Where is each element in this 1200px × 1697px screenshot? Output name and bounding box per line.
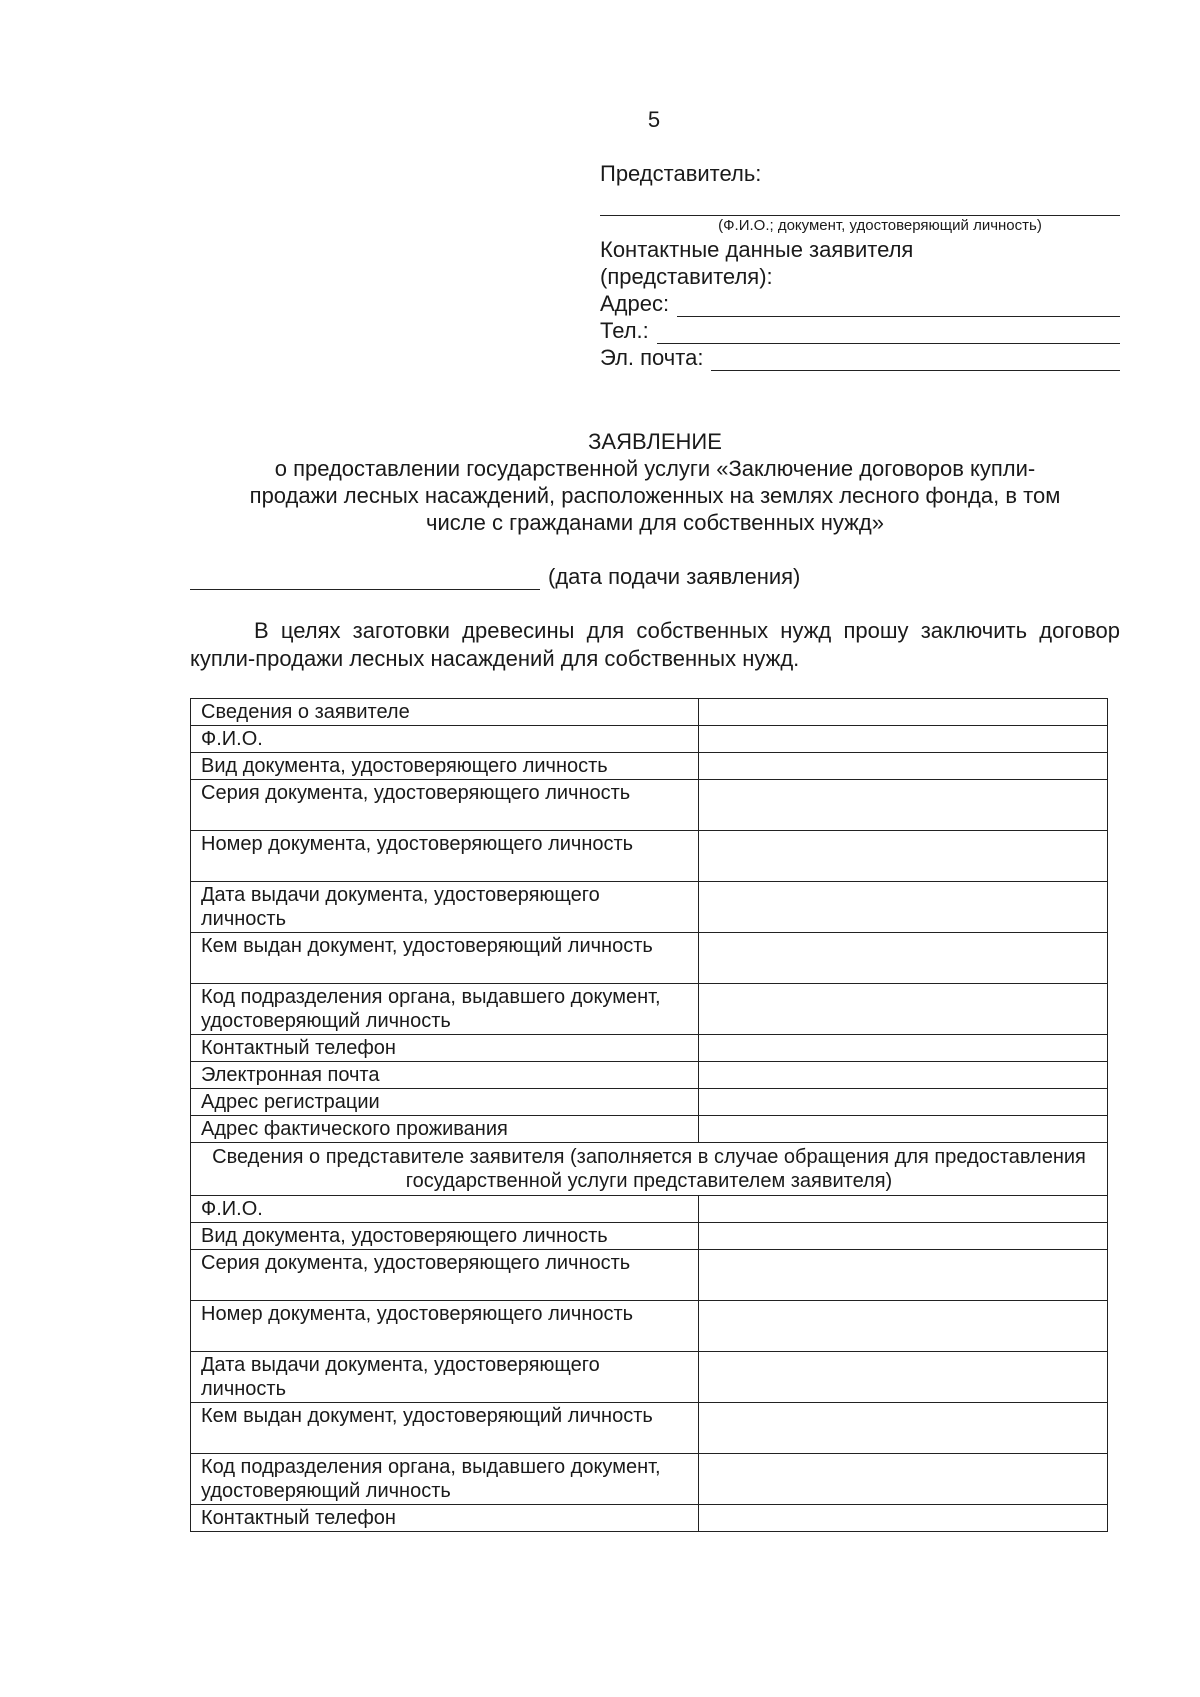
applicant-form-table <box>190 698 1108 1532</box>
representative-block <box>600 160 1120 371</box>
table-cell-label: Код подразделения органа, выдавшего документ, удостоверяющий личность <box>191 984 699 1035</box>
table-cell-label: Ф.И.О. <box>191 1196 699 1223</box>
table-cell-label: Электронная почта <box>191 1062 699 1089</box>
phone-label: Тел.: <box>600 318 649 343</box>
table-row <box>191 753 1108 780</box>
table-cell-value[interactable] <box>698 933 1107 984</box>
table-cell-value[interactable] <box>698 1196 1107 1223</box>
table-cell-value[interactable] <box>698 831 1107 882</box>
address-blank[interactable] <box>677 296 1120 317</box>
table-row <box>191 933 1108 984</box>
table-cell-label: Кем выдан документ, удостоверяющий личность <box>191 933 699 984</box>
table-cell-label: Адрес фактического проживания <box>191 1116 699 1143</box>
table-row <box>191 1352 1108 1403</box>
table-row <box>191 1035 1108 1062</box>
table-cell-label: Вид документа, удостоверяющего личность <box>191 1223 699 1250</box>
date-caption: (дата подачи заявления) <box>548 564 801 589</box>
table-row <box>191 831 1108 882</box>
table-row <box>191 1196 1108 1223</box>
table-cell-label: Дата выдачи документа, удостоверяющего личность <box>191 882 699 933</box>
table-cell-value[interactable] <box>698 753 1107 780</box>
email-label: Эл. почта: <box>600 345 704 370</box>
table-row <box>191 1062 1108 1089</box>
table-row <box>191 1223 1108 1250</box>
table-cell-value[interactable] <box>698 1301 1107 1352</box>
table-cell-value[interactable] <box>698 726 1107 753</box>
table-row <box>191 882 1108 933</box>
representative-blank-line[interactable] <box>600 189 1120 216</box>
heading-line-2: продажи лесных насаждений, расположенных на землях лесного фонда, в том <box>249 483 1061 508</box>
table-row <box>191 1505 1108 1532</box>
table-cell-value[interactable] <box>698 1089 1107 1116</box>
table-cell-value[interactable] <box>698 1116 1107 1143</box>
table-cell-label: Серия документа, удостоверяющего личность <box>191 780 699 831</box>
table-cell-value[interactable] <box>698 1505 1107 1532</box>
table-cell-label: Ф.И.О. <box>191 726 699 753</box>
table-cell-label: Дата выдачи документа, удостоверяющего личность <box>191 1352 699 1403</box>
table-row <box>191 780 1108 831</box>
table-row <box>191 1454 1108 1505</box>
email-blank[interactable] <box>711 350 1120 371</box>
table-row <box>191 726 1108 753</box>
address-label: Адрес: <box>600 291 670 316</box>
table-cell-label: Номер документа, удостоверяющего личность <box>191 831 699 882</box>
table-cell-label: Сведения о заявителе <box>191 699 699 726</box>
phone-blank[interactable] <box>657 323 1120 344</box>
table-row <box>191 1089 1108 1116</box>
table-cell-value[interactable] <box>698 780 1107 831</box>
address-row <box>600 290 1120 317</box>
table-cell-label: Код подразделения органа, выдавшего документ, удостоверяющий личность <box>191 1454 699 1505</box>
page-number: 5 <box>647 107 661 132</box>
table-cell-value[interactable] <box>698 1454 1107 1505</box>
representative-caption: (Ф.И.О.; документ, удостоверяющий личность) <box>718 217 1042 234</box>
table-row <box>191 1301 1108 1352</box>
heading-line-3: числе с гражданами для собственных нужд» <box>426 510 884 535</box>
table-row <box>191 1250 1108 1301</box>
table-cell-label: Адрес регистрации <box>191 1089 699 1116</box>
table-cell-label: Контактный телефон <box>191 1505 699 1532</box>
table-cell-value[interactable] <box>698 1352 1107 1403</box>
representative-label: Представитель: <box>600 161 762 186</box>
phone-row <box>600 317 1120 344</box>
table-cell-label: Номер документа, удостоверяющего личность <box>191 1301 699 1352</box>
table-cell-label: Кем выдан документ, удостоверяющий личность <box>191 1403 699 1454</box>
table-row <box>191 984 1108 1035</box>
table-cell-value[interactable] <box>698 1403 1107 1454</box>
request-paragraph-text: В целях заготовки древесины для собственных нужд прошу заключить договор купли-продажи лесных насаждений для собственных нужд. <box>190 618 1120 671</box>
table-cell-value[interactable] <box>698 1062 1107 1089</box>
table-cell-label: Серия документа, удостоверяющего личность <box>191 1250 699 1301</box>
request-paragraph <box>190 617 1120 673</box>
table-row <box>191 699 1108 726</box>
table-cell-value[interactable] <box>698 699 1107 726</box>
table-cell-value[interactable] <box>698 1250 1107 1301</box>
table-section-row <box>191 1143 1108 1196</box>
table-row <box>191 1116 1108 1143</box>
date-blank[interactable] <box>190 565 540 590</box>
table-cell-value[interactable] <box>698 984 1107 1035</box>
email-row <box>600 344 1120 371</box>
table-row <box>191 1403 1108 1454</box>
contacts-label-line1: Контактные данные заявителя <box>600 237 914 262</box>
table-cell-value[interactable] <box>698 882 1107 933</box>
table-cell-value[interactable] <box>698 1223 1107 1250</box>
contacts-label-line2: (представителя): <box>600 264 773 289</box>
date-row <box>190 564 1090 590</box>
heading-line-1: о предоставлении государственной услуги «Заключение договоров купли- <box>274 456 1036 481</box>
document-heading <box>180 428 1130 536</box>
table-cell-value[interactable] <box>698 1035 1107 1062</box>
representative-section-header: Сведения о представителе заявителя (заполняется в случае обращения для предоставления государственной услуги представителем заявителя) <box>191 1143 1108 1196</box>
document-title: ЗАЯВЛЕНИЕ <box>588 429 722 454</box>
table-cell-label: Контактный телефон <box>191 1035 699 1062</box>
table-cell-label: Вид документа, удостоверяющего личность <box>191 753 699 780</box>
